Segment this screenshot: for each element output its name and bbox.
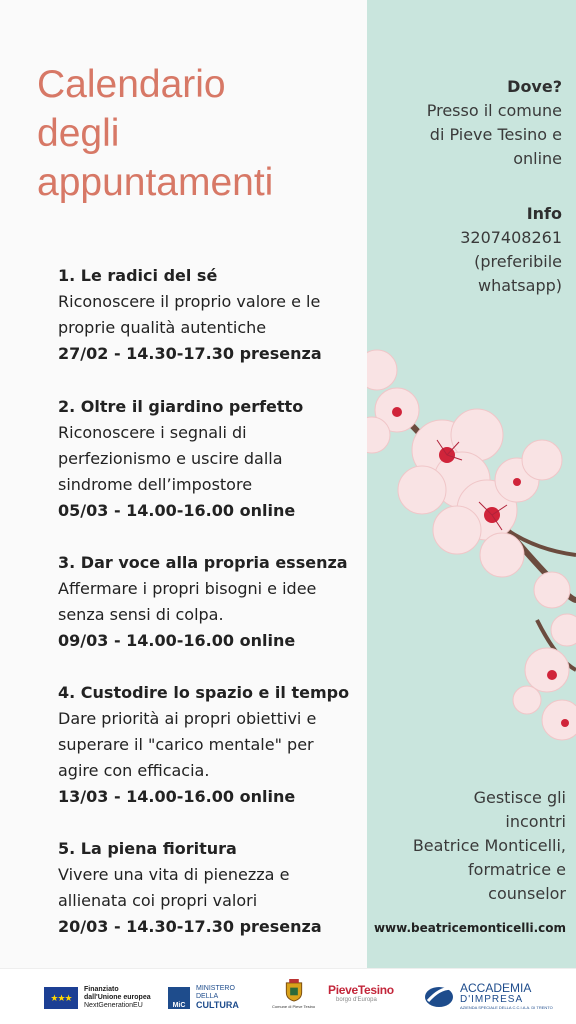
pieve-tesino-logo — [328, 983, 394, 1013]
organizer-line: Beatrice Monticelli, — [412, 836, 566, 855]
location-line: Presso il comune — [426, 101, 562, 120]
accademia-logo — [424, 981, 553, 1011]
organizer-line: incontri — [505, 812, 566, 831]
organizer-line: formatrice e — [468, 860, 566, 879]
title-line: degli — [37, 112, 120, 155]
event-desc-line: Affermare i propri bisogni e idee — [58, 579, 317, 598]
eu-line: Finanziato — [84, 986, 119, 993]
event-desc-line: perfezionismo e uscire dalla — [58, 449, 283, 468]
event-date: 13/03 - 14.00-16.00 online — [58, 787, 296, 806]
organizer-block — [413, 786, 566, 906]
organizer-line: counselor — [488, 884, 566, 903]
event-5 — [58, 836, 358, 940]
location-line: di Pieve Tesino e — [429, 125, 562, 144]
info-block — [460, 202, 562, 298]
event-desc-line: senza sensi di colpa. — [58, 605, 224, 624]
accademia-line: D'IMPRESA — [460, 994, 524, 1005]
mic-logo — [168, 983, 239, 1013]
info-line: (preferibile — [474, 252, 562, 271]
pieve-name: PieveTesino — [328, 983, 394, 997]
organizer-line: Gestisce gli — [473, 788, 566, 807]
accademia-swoosh-icon — [424, 983, 458, 1009]
location-heading: Dove? — [507, 77, 562, 96]
event-1 — [58, 263, 358, 367]
event-date: 09/03 - 14.00-16.00 online — [58, 631, 296, 650]
event-desc-line: Dare priorità ai propri obiettivi e — [58, 709, 317, 728]
event-desc-line: allienata coi propri valori — [58, 891, 258, 910]
mic-icon: MiC — [168, 987, 190, 1009]
accademia-line: ACCADEMIA — [460, 981, 532, 995]
phone-number[interactable]: 3207408261 — [460, 228, 562, 247]
comune-logo — [272, 979, 315, 1009]
event-desc-line: Riconoscere il proprio valore e le — [58, 292, 321, 311]
event-desc-line: superare il "carico mentale" per — [58, 735, 314, 754]
event-date: 05/03 - 14.00-16.00 online — [58, 501, 296, 520]
mic-line: CULTURA — [196, 1000, 239, 1010]
mic-line: MINISTERO — [196, 985, 235, 992]
event-2 — [58, 394, 358, 524]
event-title: 3. Dar voce alla propria essenza — [58, 553, 348, 572]
eu-logo — [44, 983, 151, 1013]
location-block — [427, 75, 562, 171]
info-heading: Info — [526, 204, 562, 223]
coat-of-arms-icon — [285, 979, 303, 1002]
page-title — [37, 60, 357, 207]
accademia-line: AZIENDA SPECIALE DELLA C.C.I.A.A. DI TRENTO — [460, 1005, 553, 1010]
event-title: 1. Le radici del sé — [58, 266, 218, 285]
title-line: appuntamenti — [37, 161, 274, 204]
event-title: 4. Custodire lo spazio e il tempo — [58, 683, 350, 702]
mic-line: DELLA — [196, 993, 219, 1000]
event-desc-line: proprie qualità autentiche — [58, 318, 267, 337]
eu-line: NextGenerationEU — [84, 1002, 143, 1009]
comune-caption: Comune di Pieve Tesino — [272, 1004, 316, 1009]
event-title: 2. Oltre il giardino perfetto — [58, 397, 304, 416]
event-desc-line: Riconoscere i segnali di — [58, 423, 247, 442]
location-line: online — [513, 149, 562, 168]
event-desc-line: agire con efficacia. — [58, 761, 210, 780]
mic-logo-text — [196, 985, 239, 1011]
event-title: 5. La piena fioritura — [58, 839, 237, 858]
event-date: 27/02 - 14.30-17.30 presenza — [58, 344, 322, 363]
blossom-illustration — [367, 340, 576, 800]
info-line: whatsapp) — [478, 276, 562, 295]
event-date: 20/03 - 14.30-17.30 presenza — [58, 917, 322, 936]
eu-logo-text — [84, 986, 151, 1010]
eu-line: dall'Unione europea — [84, 994, 151, 1001]
title-line: Calendario — [37, 63, 226, 106]
pieve-tagline: borgo d'Europa — [336, 997, 377, 1003]
event-3 — [58, 550, 358, 654]
footer-logos — [0, 968, 576, 1024]
event-desc-line: sindrome dell’impostore — [58, 475, 253, 494]
event-4 — [58, 680, 358, 810]
website-link[interactable]: www.beatricemonticelli.com — [373, 921, 566, 935]
event-desc-line: Vivere una vita di pienezza e — [58, 865, 290, 884]
accademia-text — [460, 982, 553, 1010]
eu-flag-icon: ★★★ — [44, 987, 78, 1009]
